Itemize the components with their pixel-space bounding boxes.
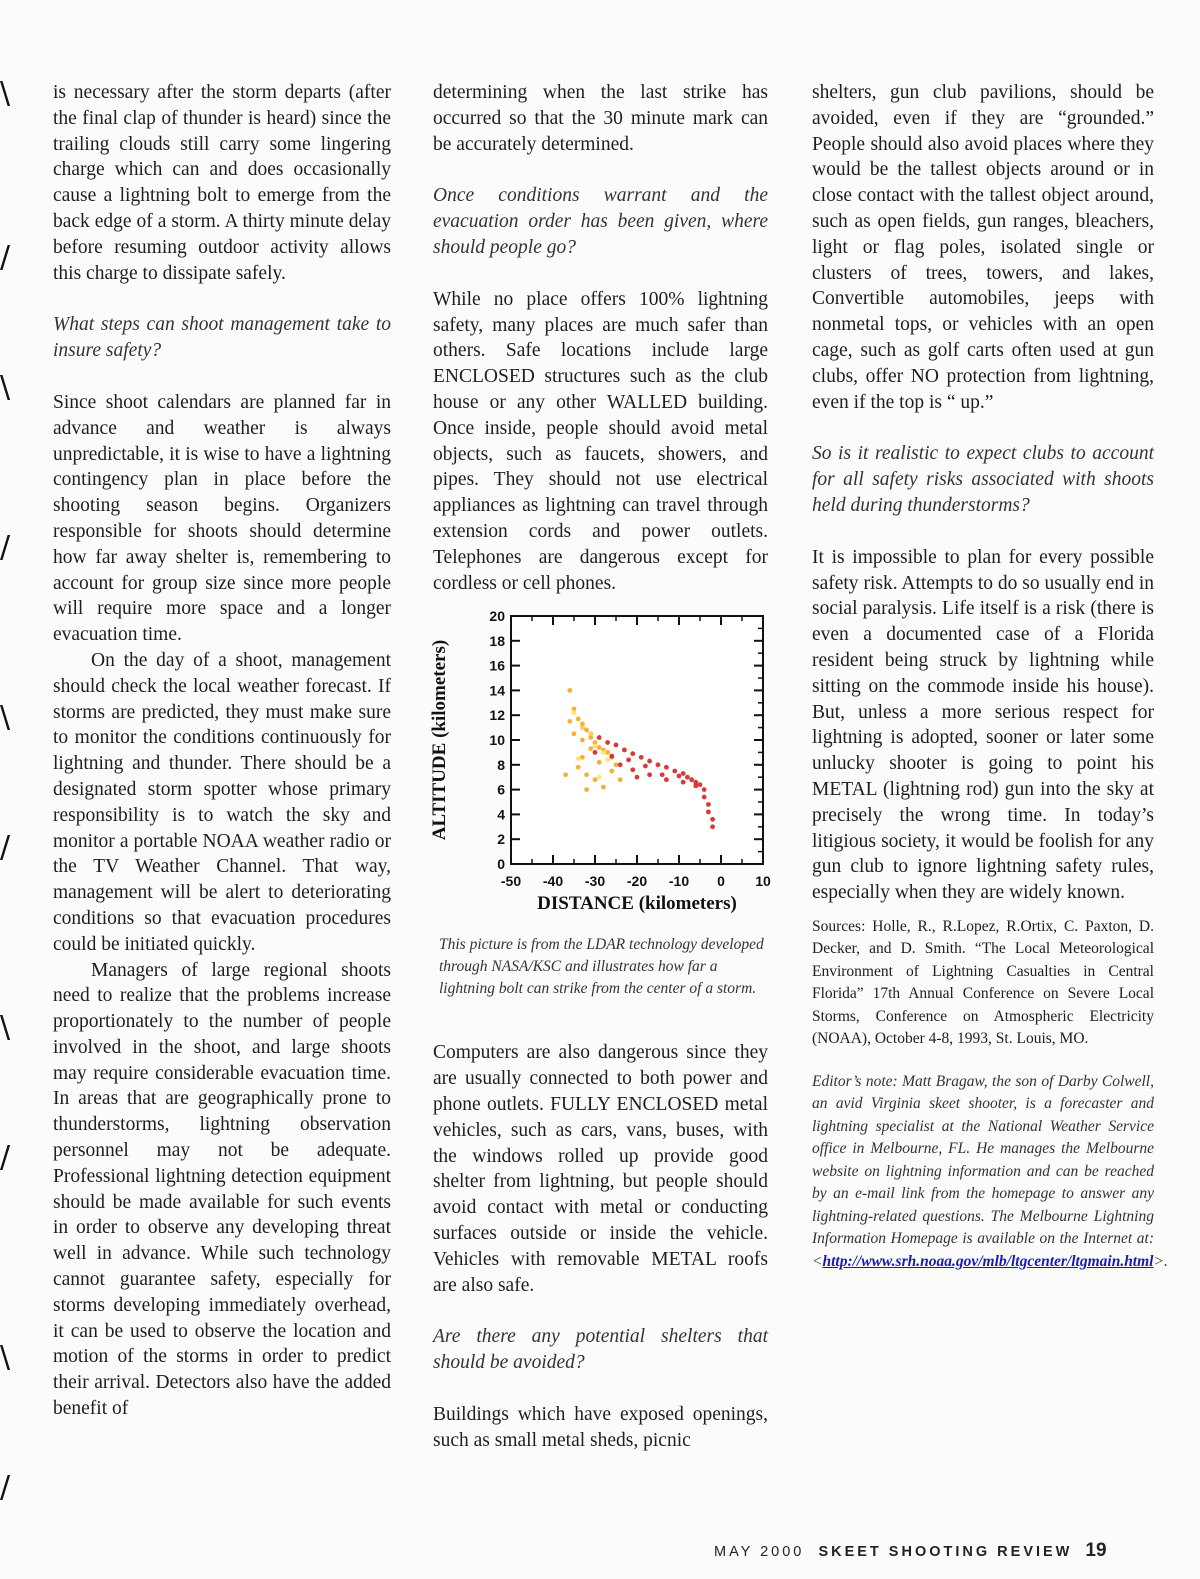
data-point: [710, 817, 715, 822]
data-point: [588, 732, 593, 737]
margin-crop-mark: /: [0, 530, 11, 565]
magazine-name: SKEET SHOOTING REVIEW: [818, 1544, 1073, 1560]
paragraph: On the day of a shoot, management should check the local weather forecast. If storms are predicted, they must make sure to monitor the conditions continuously for lightning and thunder. There should be a designated storm spotter whose primary responsibility is to watch the sky and monitor a portable NOAA weather radio or the TV Weather Channel. That way, management will be alert to deteriorating conditions so that evacuation procedures could be initiated quickly.: [53, 649, 391, 955]
data-point: [702, 788, 707, 793]
y-tick-label: 16: [489, 657, 505, 674]
data-point: [618, 763, 623, 768]
margin-crop-mark: \: [0, 76, 11, 111]
x-tick-label: -30: [584, 873, 606, 890]
editors-note-text: Editor’s note: Matt Bragaw, the son of Darby Colwell, an avid Virginia skeet shooter, is a forecaster and lightning specialist at the National Weather Service office in Melbourne, FL. He manages the Melbourne website on lightning information and can be reached by an e-mail link from the homepage to answer any lightning-related questions. The Melbourne Lightning Information Homepage is available on the Internet at: <: [812, 1072, 1154, 1270]
data-point: [605, 740, 610, 745]
margin-crop-mark: \: [0, 1010, 11, 1045]
paragraph: Computers are also dangerous since they are usually connected to both power and phone outlets. FULLY ENCLOSED metal vehicles, such as cars, vans, buses, with the windows rolled up provide good shelter from lightning, but people should avoid contact with metal or conducting surfaces outside or inside the vehicle. Vehicles with removable METAL roofs are also safe.: [433, 1042, 768, 1296]
paragraph: Managers of large regional shoots need to realize that the problems increase proportionately to the number of people involved in the shoot, and large shoots may require considerable evacuation time. In areas that are geographically prone to thunderstorms, lightning observation personnel may not be adequate. Professional lightning detection equipment should be made available for such events in order to observe any developing threat well in advance. While such technology cannot guarantee safety, especially for storms developing immediately overhead, it can be used to observe the location and motion of the storms in order to predict their arrival. Detectors also have the added benefit of: [53, 959, 391, 1420]
editors-note-end: >.: [1153, 1252, 1168, 1270]
data-point: [635, 775, 640, 780]
data-point: [584, 728, 589, 733]
data-point: [656, 763, 661, 768]
data-point: [639, 755, 644, 760]
data-point: [597, 735, 602, 740]
data-point: [580, 738, 585, 743]
margin-crop-mark: \: [0, 700, 11, 735]
data-point: [693, 784, 698, 789]
data-point: [706, 810, 711, 815]
x-tick-label: -40: [542, 873, 564, 890]
data-point: [572, 711, 577, 716]
x-tick-label: -50: [500, 873, 522, 890]
data-point: [698, 783, 703, 788]
article-column-2: [429, 80, 771, 1480]
y-tick-label: 4: [497, 806, 505, 823]
margin-crop-mark: /: [0, 240, 11, 275]
data-point: [576, 765, 581, 770]
paragraph: Since shoot calendars are planned far in advance and weather is always unpredictable, it is wise to have a lightning contingency plan in place before the shooting season begins. Organizers responsible for shoots should determine how far away shelter is, remembering to account for group size since more people will require more space and a longer evacuation time.: [53, 391, 391, 646]
data-point: [563, 773, 568, 778]
data-point: [681, 780, 686, 785]
page-number: 19: [1085, 1540, 1107, 1561]
data-point: [567, 719, 572, 724]
data-point: [614, 763, 619, 768]
data-point: [601, 785, 606, 790]
data-point: [597, 775, 602, 780]
paragraph: While no place offers 100% lightning safety, many places are much safer than others. Safe locations include large ENCLOSED structures such as the club house or any other WALLED building. Once inside, people should avoid metal objects, such as faucets, showers, and pipes. They should not use electrical appliances as lightning can travel through extension cords and power outlets. Telephones are dangerous except for cordless or cell phones.: [433, 288, 768, 594]
data-point: [614, 743, 619, 748]
data-point: [601, 750, 606, 755]
data-point: [702, 795, 707, 800]
data-point: [605, 750, 610, 755]
y-tick-label: 2: [497, 831, 505, 848]
y-tick-label: 18: [489, 633, 505, 650]
data-point: [576, 717, 581, 722]
data-point: [660, 773, 665, 778]
page-footer: [714, 1540, 1107, 1562]
y-tick-label: 20: [489, 608, 505, 625]
data-point: [664, 778, 669, 783]
data-point: [576, 757, 581, 762]
data-point: [681, 771, 686, 776]
ldar-lightning-scatter-chart: [429, 604, 778, 924]
paragraph: shelters, gun club pavilions, should be avoided, even if they are “grounded.” People should also avoid places where they would be the tallest objects around or in close contact with the tallest object around, such as open fields, gun ranges, bleachers, light or flag poles, isolated single or clusters of trees, towers, and lakes, Convertible automobiles, jeeps with nonmetal tops, or vehicles with an open cage, such as golf carts often used at gun clubs, offer NO protection from lightning, even if the top is “ up.”: [812, 82, 1154, 413]
y-tick-label: 14: [489, 682, 505, 699]
data-point: [597, 745, 602, 750]
plot-frame: [511, 616, 763, 864]
x-tick-label: 0: [717, 873, 725, 890]
data-point: [664, 765, 669, 770]
data-point: [580, 755, 585, 760]
data-point: [584, 773, 589, 778]
data-point: [618, 778, 623, 783]
y-tick-label: 0: [497, 856, 505, 873]
data-point: [710, 825, 715, 830]
data-point: [609, 754, 614, 759]
margin-crop-mark: \: [0, 1340, 11, 1375]
editors-note: [812, 1071, 1168, 1274]
chart-caption: This picture is from the LDAR technology developed through NASA/KSC and illustrates how far a lightning bolt can strike from the center of a storm.: [439, 936, 764, 998]
question-heading: What steps can shoot management take to insure safety?: [53, 314, 391, 362]
data-point: [572, 732, 577, 737]
data-point: [597, 760, 602, 765]
y-tick-label: 6: [497, 781, 505, 798]
data-point: [605, 758, 610, 763]
data-point: [647, 759, 652, 764]
data-point: [584, 788, 589, 793]
data-point: [567, 688, 572, 693]
margin-crop-mark: \: [0, 370, 11, 405]
data-point: [672, 769, 677, 774]
paragraph: is necessary after the storm departs (after the final clap of thunder is heard) since the trailing clouds still carry some lingering charge which can and does occasionally cause a lightning bolt to emerge from the back edge of a storm. A thirty minute delay before resuming outdoor activity allows this charge to dissipate safely.: [53, 82, 391, 284]
data-point: [689, 778, 694, 783]
x-axis-label: DISTANCE (kilometers): [537, 893, 737, 915]
data-point: [643, 764, 648, 769]
y-tick-label: 12: [489, 707, 505, 724]
data-point: [630, 752, 635, 757]
article-column-3: [812, 80, 1168, 1273]
data-point: [580, 726, 585, 731]
data-point: [677, 774, 682, 779]
data-point: [588, 747, 593, 752]
data-point: [630, 768, 635, 773]
paragraph: determining when the last strike has occurred so that the 30 minute mark can be accurately determined.: [433, 82, 768, 155]
data-point: [647, 773, 652, 778]
margin-crop-mark: /: [0, 1470, 11, 1505]
data-point: [609, 769, 614, 774]
data-point: [593, 744, 598, 749]
question-heading: So is it realistic to expect clubs to account for all safety risks associated with shoots held during thunderstorms?: [812, 443, 1154, 516]
data-point: [593, 778, 598, 783]
article-column-1: [53, 80, 391, 1422]
x-tick-label: -20: [626, 873, 648, 890]
paragraph: Buildings which have exposed openings, such as small metal sheds, picnic: [433, 1403, 768, 1451]
homepage-link[interactable]: http://www.srh.noaa.gov/mlb/ltgcenter/ltgmain.html: [822, 1252, 1154, 1270]
margin-crop-mark: /: [0, 1140, 11, 1175]
paragraph: It is impossible to plan for every possible safety risk. Attempts to do so usually end in social paralysis. Life itself is a risk (there is even a documented case of a Florida resident being struck by lightning while sitting on the commode inside his house). But, unless a more serious respect for lightning is adopted, sooner or later some unlucky shooter is going to point his METAL (lightning rod) gun into the sky at precisely the wrong time. In today’s litigious society, it would be foolish for any gun club to ignore lightning safety rules, especially when they are widely known.: [812, 546, 1154, 904]
x-tick-label: -10: [668, 873, 690, 890]
sources-citation: Sources: Holle, R., R.Lopez, R.Ortix, C. Paxton, D. Decker, and D. Smith. “The Local Meteorological Environment of Lightning Casualties in Central Florida” 17th Annual Conference on Severe Local Storms, Conference on Atmospheric Electricity (NOAA), October 4-8, 1993, St. Louis, MO.: [812, 917, 1154, 1048]
data-point: [706, 802, 711, 807]
margin-crop-mark: /: [0, 830, 11, 865]
question-heading: Once conditions warrant and the evacuation order has been given, where should people go?: [433, 185, 768, 258]
issue-date: MAY 2000: [714, 1544, 805, 1560]
y-axis-label: ALTITUDE (kilometers): [429, 640, 450, 841]
y-tick-label: 10: [489, 732, 505, 749]
x-tick-label: 10: [755, 873, 771, 890]
y-tick-label: 8: [497, 757, 505, 774]
question-heading: Are there any potential shelters that should be avoided?: [433, 1326, 768, 1374]
data-point: [626, 758, 631, 763]
data-point: [685, 775, 690, 780]
data-point: [622, 748, 627, 753]
data-point: [593, 750, 598, 755]
